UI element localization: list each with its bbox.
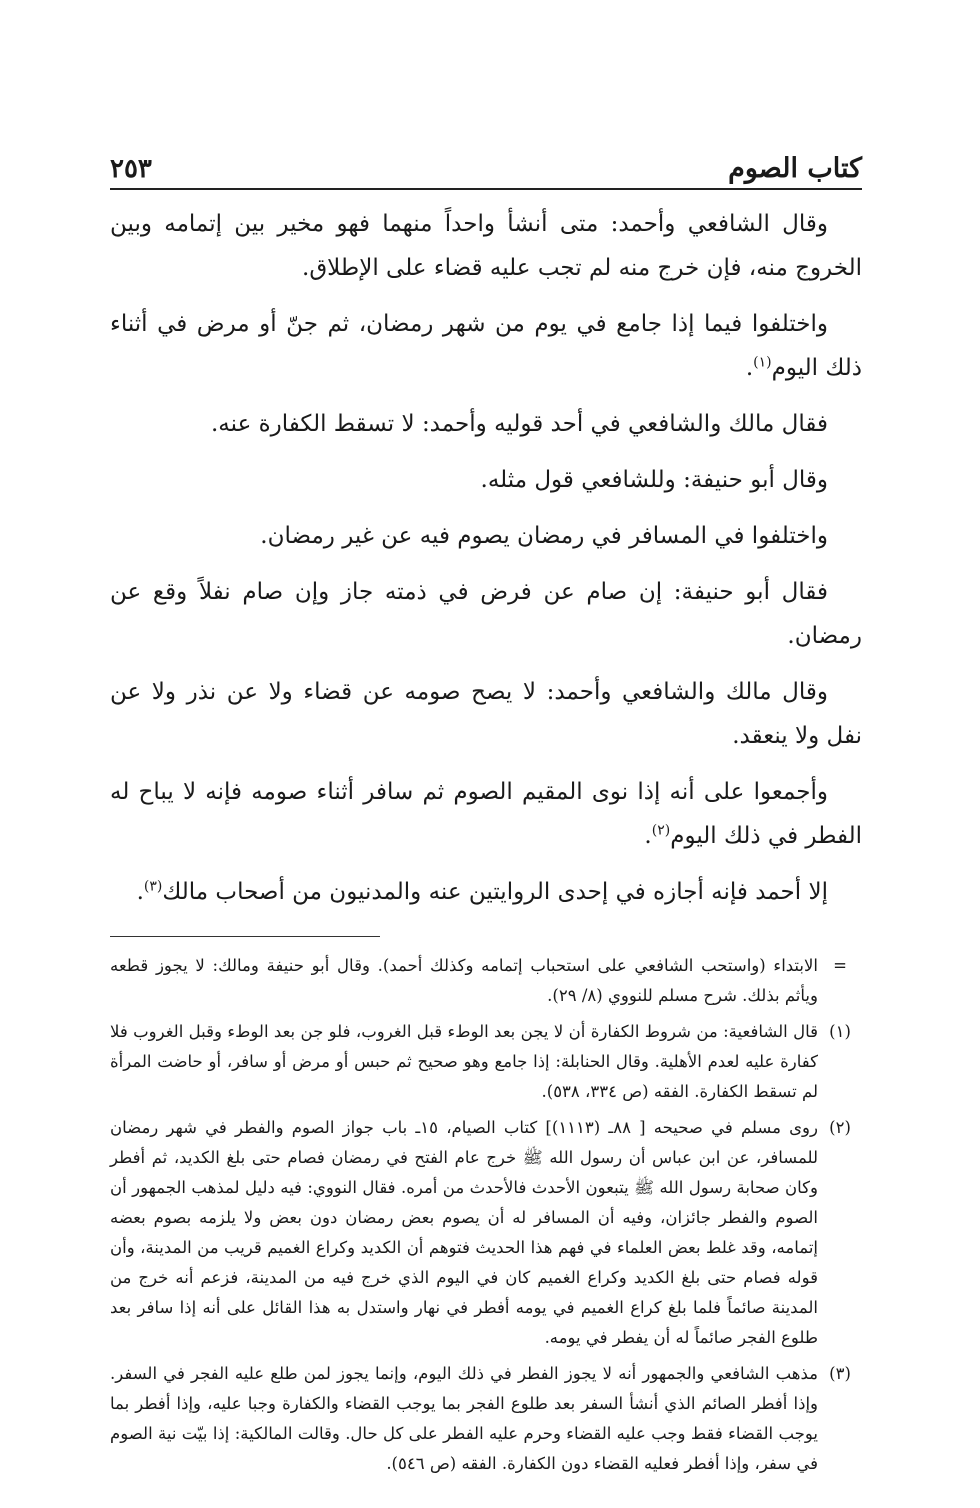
footnote-ref[interactable]: (٣): [143, 878, 163, 895]
main-text: [110, 202, 862, 914]
paragraph: وأجمعوا على أنه إذا نوى المقيم الصوم ثم سافر أثناء صومه فإنه لا يباح له الفطر في ذلك اليوم$^{(٢)}$.: [110, 779, 862, 849]
paragraph: فقال مالك والشافعي في أحد قوليه وأحمد: لا تسقط الكفارة عنه.: [210, 411, 828, 437]
footnote: [110, 1359, 862, 1479]
paragraph: واختلفوا في المسافر في رمضان يصوم فيه عن غير رمضان.: [260, 523, 828, 549]
footnote-separator: [110, 936, 380, 937]
footnote-mark: (٣): [829, 1364, 851, 1383]
footnote-text: الابتداء (واستحب الشافعي على استحباب إتمامه وكذلك أحمد). وقال أبو حنيفة ومالك: لا يجوز قطعه ويأثم بذلك. شرح مسلم للنووي (٨/ ٢٩).: [110, 956, 818, 1005]
paragraph: إلا أحمد فإنه أجازه في إحدى الروايتين عنه والمدنيون من أصحاب مالك$^{(٣)}$.: [136, 878, 828, 905]
footnote-text: قال الشافعية: من شروط الكفارة أن لا يجن بعد الوطء قبل الغروب، فلو جن بعد الوطء وقبل الغروب فلا كفارة عليه لعدم الأهلية. وقال الحنابلة: إذا جامع وهو صحيح ثم حبس أو مرض أو سافر، أو حاضت المرأة لم تسقط الكفارة. الفقه (ص ٣٣٤، ٥٣٨).: [110, 1022, 818, 1101]
paragraph: وقال الشافعي وأحمد: متى أنشأ واحداً منهما فهو مخير بين إتمامه وبين الخروج منه، فإن خرج منه لم تجب عليه قضاء على الإطلاق.: [110, 211, 862, 281]
paragraph: وقال مالك والشافعي وأحمد: لا يصح صومه عن قضاء ولا عن نذر ولا عن نفل ولا ينعقد.: [110, 679, 862, 749]
running-header: [110, 138, 862, 190]
footnote-mark: (١): [829, 1022, 851, 1041]
footnote-ref[interactable]: (٢): [651, 822, 671, 839]
footnote: [110, 1017, 862, 1107]
footnote: [110, 1113, 862, 1353]
footnote-text: مذهب الشافعي والجمهور أنه لا يجوز الفطر في ذلك اليوم، وإنما يجوز لمن طلع عليه الفجر في السفر. وإذا أفطر الصائم الذي أنشأ السفر بعد طلوع الفجر بما يوجب القضاء والكفارة وجبا عليه، وإذا أفطر بما يوجب القضاء فقط وجب عليه القضاء وحرم عليه الفطر على كل حال. وقالت المالكية: إذا بيّت نية الصوم في سفر، وإذا أفطر فعليه القضاء دون الكفارة. الفقه (ص ٥٤٦).: [110, 1364, 818, 1473]
book-page: [110, 138, 862, 1485]
paragraph: وقال أبو حنيفة: وللشافعي قول مثله.: [480, 467, 828, 493]
paragraph: واختلفوا فيما إذا جامع في يوم من شهر رمضان، ثم جنّ أو مرض في أثناء ذلك اليوم$^{(١)}$.: [110, 311, 862, 381]
footnote-mark: =: [833, 956, 847, 975]
page-number: ٢٥٣: [110, 154, 152, 184]
footnote: [110, 951, 862, 1011]
footnotes: [110, 951, 862, 1479]
footnote-text: روى مسلم في صحيحه [ ٨٨ـ (١١١٣)] كتاب الصيام، ١٥ـ باب جواز الصوم والفطر في شهر رمضان للمسافر، عن ابن عباس أن رسول الله ﷺ خرج عام الفتح في رمضان فصام حتى بلغ الكديد، ثم أفطر وكان صحابة رسول الله ﷺ يتبعون الأحدث فالأحدث من أمره. فقال النووي: فيه دليل لمذهب الجمهور أن الصوم والفطر جائزان، وفيه أن المسافر له أن يصوم بعض رمضان دون بعض ولا يلزمه بصوم بعضه إتمامه، وقد غلط بعض العلماء في فهم هذا الحديث فتوهم أن الكديد وكراع الغميم قريب من المدينة، وأن قوله فصام حتى بلغ الكديد وكراع الغميم كان في اليوم الذي خرج فيه من المدينة، فزعم أنه خرج من المدينة صائماً فلما بلغ كراع الغميم في يومه أفطر في نهار واستدل به هذا القائل على أنه إذا سافر بعد طلوع الفجر صائماً له أن يفطر في يومه.: [110, 1118, 818, 1347]
chapter-title: كتاب الصوم: [728, 153, 862, 184]
footnote-ref[interactable]: (١): [753, 354, 772, 371]
paragraph: فقال أبو حنيفة: إن صام عن فرض في ذمته جاز وإن صام نفلاً وقع عن رمضان.: [110, 579, 862, 649]
footnote-mark: (٢): [829, 1118, 851, 1137]
